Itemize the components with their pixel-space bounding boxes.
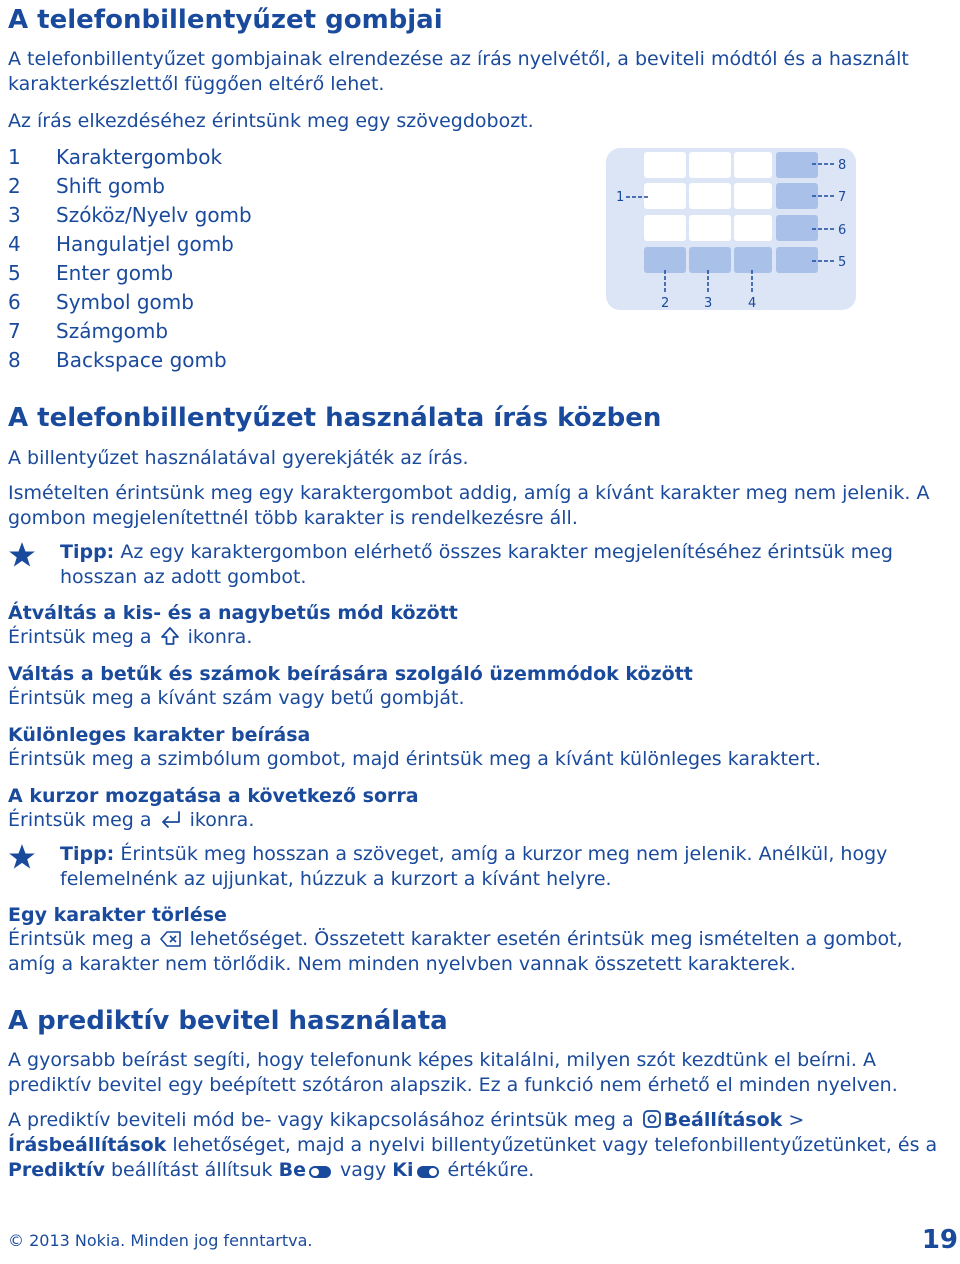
case-switch-text: Érintsük meg a ikonra. xyxy=(8,626,253,648)
list-item: 5 Enter gomb xyxy=(8,261,174,285)
intro-paragraph: A telefonbillentyűzet gombjainak elrendezése az írás nyelvétől, a beviteli módtól és a használt karakterkészlettől függően eltérő lehet. xyxy=(8,48,909,95)
star-icon xyxy=(8,541,36,569)
subtitle-cursor-next-line: A kurzor mozgatása a következő sorra xyxy=(8,785,419,807)
callout-3: 3 xyxy=(704,296,713,311)
callout-2: 2 xyxy=(661,296,670,311)
callout-4: 4 xyxy=(748,296,757,311)
predictive-toggle-paragraph: A prediktív beviteli mód be- vagy kikapcsolásához érintsük meg a Beállítások > Írásbeállítások lehetőséget, majd a nyelvi billentyűzetünket vagy telefonbillentyűzetünket, és a Prediktív beállítást állítsuk Be vagy Ki értékűre. xyxy=(8,1109,938,1181)
gear-icon xyxy=(642,1109,662,1129)
list-item: 2 Shift gomb xyxy=(8,174,165,198)
callout-6: 6 xyxy=(838,223,847,238)
character-key xyxy=(734,183,772,209)
key-legend-list xyxy=(8,143,252,375)
section-title-keypad-usage: A telefonbillentyűzet használata írás közben xyxy=(8,403,662,433)
predictive-intro-paragraph: A gyorsabb beírást segíti, hogy telefonunk képes kitalálni, milyen szót kezdtünk el beírni. A prediktív bevitel egy beépített szótáron alapszik. Ez a funkció nem érhető el minden nyelven. xyxy=(8,1049,898,1096)
number-key xyxy=(776,183,818,209)
tip-long-press-key: Tipp: Az egy karaktergombon elérhető összes karakter megjelenítéséhez érintsük meg hosszan az adott gombot. xyxy=(60,541,893,588)
character-key xyxy=(734,215,772,241)
section-title-predictive-input: A prediktív bevitel használata xyxy=(8,1006,448,1036)
shift-key xyxy=(644,247,686,273)
character-key xyxy=(689,183,731,209)
subtitle-delete-character: Egy karakter törlése xyxy=(8,904,227,926)
list-item: 3 Szóköz/Nyelv gomb xyxy=(8,203,252,227)
character-key xyxy=(644,183,686,209)
callout-5: 5 xyxy=(838,255,847,270)
character-key xyxy=(734,152,772,178)
subtitle-letter-number-mode: Váltás a betűk és számok beírására szolgáló üzemmódok között xyxy=(8,663,693,685)
keypad-diagram xyxy=(600,140,860,315)
shift-arrow-icon xyxy=(160,626,180,646)
character-key xyxy=(644,215,686,241)
callout-8: 8 xyxy=(838,158,847,173)
callout-7: 7 xyxy=(838,190,847,205)
list-item: 8 Backspace gomb xyxy=(8,348,227,372)
enter-arrow-icon xyxy=(160,809,182,829)
page-number: 19 xyxy=(921,1225,958,1255)
subtitle-case-switch: Átváltás a kis- és a nagybetűs mód között xyxy=(8,602,458,624)
subtitle-special-character: Különleges karakter beírása xyxy=(8,724,311,746)
copyright-footer: © 2013 Nokia. Minden jog fenntartva. xyxy=(8,1231,313,1250)
character-key xyxy=(644,152,686,178)
callout-1: 1 xyxy=(616,190,625,205)
start-writing-paragraph: Az írás elkezdéséhez érintsünk meg egy szövegdobozt. xyxy=(8,110,534,132)
star-icon xyxy=(8,843,36,871)
list-item: 4 Hangulatjel gomb xyxy=(8,232,234,256)
character-key xyxy=(689,215,731,241)
special-character-text: Érintsük meg a szimbólum gombot, majd érintsük meg a kívánt különleges karaktert. xyxy=(8,748,821,770)
list-item: 6 Symbol gomb xyxy=(8,290,194,314)
usage-paragraph: A billentyűzet használatával gyerekjáték az írás. xyxy=(8,447,469,469)
smiley-key xyxy=(734,247,772,273)
letter-number-mode-text: Érintsük meg a kívánt szám vagy betű gombját. xyxy=(8,687,465,709)
repeat-key-paragraph: Ismételten érintsünk meg egy karaktergombot addig, amíg a kívánt karakter meg nem jelenik. A gombon megjelenítettnél több karakter is rendelkezésre áll. xyxy=(8,482,930,529)
delete-character-text: Érintsük meg a lehetőséget. Összetett karakter esetén érintsük meg ismételten a gombot, amíg a karakter nem törlődik. Nem minden nyelvben vannak összetett karakterek. xyxy=(8,928,903,975)
list-item: 1 Karaktergombok xyxy=(8,145,223,169)
backspace-icon xyxy=(160,930,182,948)
enter-key xyxy=(776,247,818,273)
symbol-key xyxy=(776,215,818,241)
tip-move-cursor: Tipp: Érintsük meg hosszan a szöveget, amíg a kurzor meg nem jelenik. Anélkül, hogy felemelnénk az ujjunkat, húzzuk a kurzort a kívánt helyre. xyxy=(60,843,888,890)
backspace-key xyxy=(776,152,818,178)
cursor-next-line-text: Érintsük meg a ikonra. xyxy=(8,809,255,831)
section-title-keypad-keys: A telefonbillentyűzet gombjai xyxy=(8,5,443,35)
character-key xyxy=(689,152,731,178)
toggle-on-icon xyxy=(308,1165,332,1179)
list-item: 7 Számgomb xyxy=(8,319,169,343)
space-language-key xyxy=(689,247,731,273)
toggle-off-icon xyxy=(416,1165,440,1179)
